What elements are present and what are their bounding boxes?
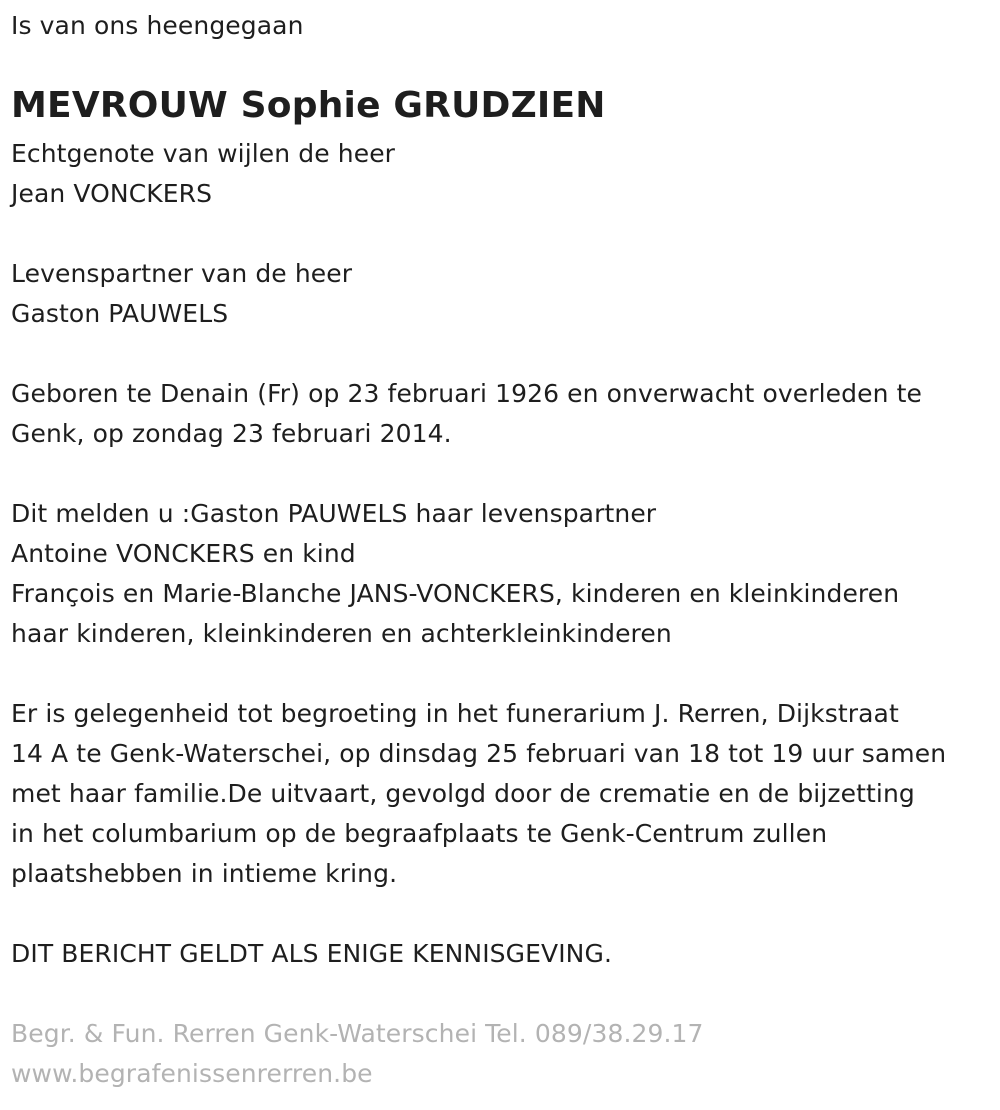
visitation-section xyxy=(11,694,991,894)
visitation-line: plaatshebben in intieme kring. xyxy=(11,859,398,888)
announced-by-line: Dit melden u :Gaston PAUWELS haar levenspartner xyxy=(11,499,657,528)
announced-by-line: Antoine VONCKERS en kind xyxy=(11,539,356,568)
visitation-line: in het columbarium op de begraafplaats te Genk-Centrum zullen xyxy=(11,819,828,848)
funeral-home-info: Begr. & Fun. Rerren Genk-Waterschei Tel. 089/38.29.17 xyxy=(11,1019,704,1048)
footer xyxy=(11,1014,991,1094)
deceased-name: MEVROUW Sophie GRUDZIEN xyxy=(11,85,606,126)
announced-by-section xyxy=(11,494,991,654)
birth-death-line: Geboren te Denain (Fr) op 23 februari 1926 en onverwacht overleden te xyxy=(11,379,922,408)
partner-section xyxy=(11,254,991,334)
visitation-line: met haar familie.De uitvaart, gevolgd door de crematie en de bijzetting xyxy=(11,779,915,808)
death-notice xyxy=(11,6,991,974)
visitation-line: 14 A te Genk-Waterschei, op dinsdag 25 februari van 18 tot 19 uur samen xyxy=(11,739,947,768)
closing-section xyxy=(11,934,991,974)
spouse-line: Echtgenote van wijlen de heer xyxy=(11,139,396,168)
partner-line: Levenspartner van de heer xyxy=(11,259,353,288)
partner-name: Gaston PAUWELS xyxy=(11,299,229,328)
spouse-name: Jean VONCKERS xyxy=(11,179,213,208)
birth-death-section xyxy=(11,374,991,454)
announced-by-line: François en Marie-Blanche JANS-VONCKERS, kinderen en kleinkinderen xyxy=(11,579,900,608)
announced-by-line: haar kinderen, kleinkinderen en achterkleinkinderen xyxy=(11,619,672,648)
intro-text: Is van ons heengegaan xyxy=(11,11,304,40)
closing-text: DIT BERICHT GELDT ALS ENIGE KENNISGEVING. xyxy=(11,939,612,968)
website-link[interactable]: www.begrafenissenrerren.be xyxy=(11,1059,373,1088)
spouse-section xyxy=(11,134,991,214)
visitation-line: Er is gelegenheid tot begroeting in het funerarium J. Rerren, Dijkstraat xyxy=(11,699,899,728)
birth-death-line: Genk, op zondag 23 februari 2014. xyxy=(11,419,452,448)
